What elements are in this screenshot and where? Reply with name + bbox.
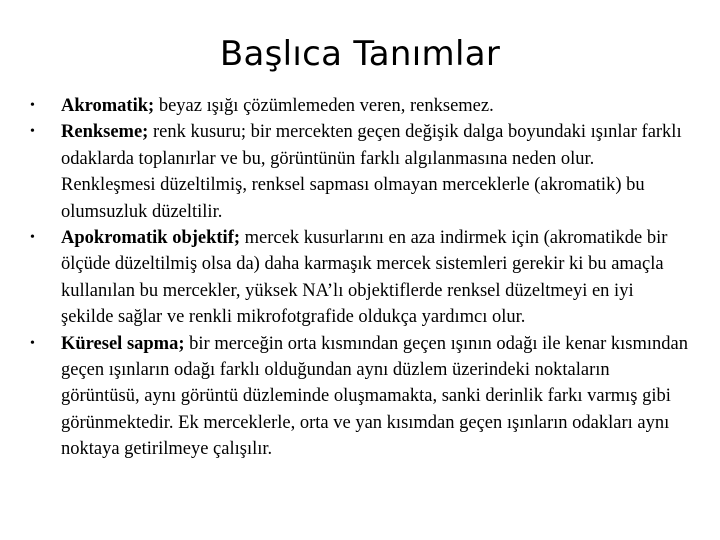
bullet-icon: • [30,98,35,113]
term-label: Renkseme; [61,122,149,143]
bullet-icon: • [30,230,35,246]
definition-text: renk kusuru; bir mercekten geçen değişik dalga boyundaki ışınlar farklı odaklarda toplanırlar ve bu, görüntünün farklı algılanmasına neden olur. Renkleşmesi düzeltilmiş, renksel sapması olmayan merceklerle (akromatik) bu olumsuzluk düzeltilir. [61,122,682,222]
definition-text: mercek kusurlarını en aza indirmek için (akromatikde bir ölçüde düzeltilmiş olsa da) daha karmaşık mercek sistemleri gerekir ki bu amaçla kullanılan bu mercekler, yüksek NA’lı objektiflerde renksel düzeltmeyi en iyi şekilde sağlar ve renkli mikrofotgrafide oldukça yardımcı olur. [61,228,668,328]
list-item-akromatik [30,93,690,119]
definitions-list [30,93,690,463]
list-item-kuresel-sapma [30,331,690,463]
list-item-apokromatik-objektif [30,225,690,331]
slide-title: Başlıca Tanımlar [219,34,501,74]
term-label: Apokromatik objektif; [61,228,241,249]
term-label: Küresel sapma; [61,333,185,354]
bullet-icon: • [30,124,35,140]
term-label: Akromatik; [61,96,155,116]
list-item-renkseme [30,119,690,225]
definition-text: bir merceğin orta kısmından geçen ışının odağı ile kenar kısmından geçen ışınların odağı farklı olduğundan aynı düzlem üzerindeki noktaların görüntüsü, aynı görüntü düzleminde oluşmamakta, sanki derinlik farkı varmış gibi görünmektedir. Ek merceklerle, orta ve yan kısımdan geçen ışınların odakları aynı noktaya getirilmeye çalışılır. [61,333,688,460]
bullet-icon: • [30,335,35,351]
definition-text: beyaz ışığı çözümlemeden veren, renksemez. [154,96,494,116]
